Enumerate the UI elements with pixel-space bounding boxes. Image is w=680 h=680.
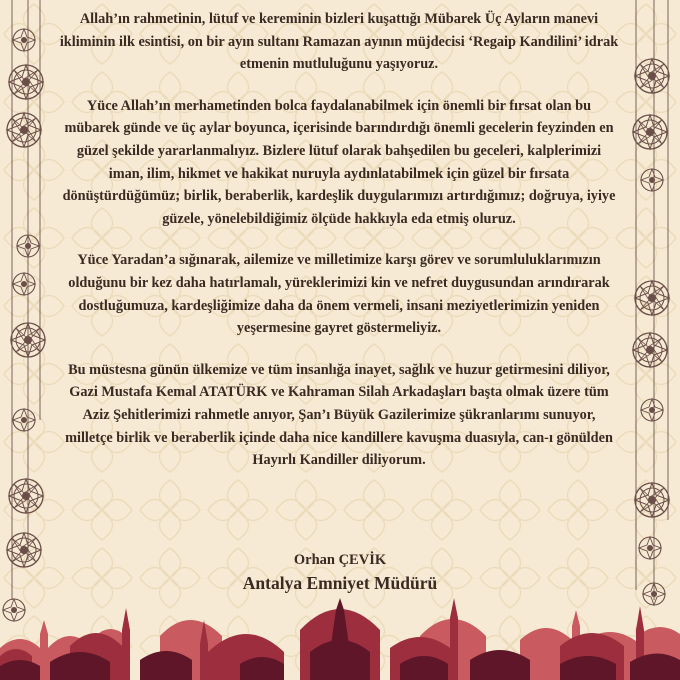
signature-name: Orhan ÇEVİK [293,552,387,568]
message-body [58,8,620,491]
mosque-skyline [0,590,680,680]
signature-title: Antalya Emniyet Müdürü [242,573,438,593]
message-paragraph-1: Allah’ın rahmetinin, lütuf ve kereminin bizleri kuşattığı Mübarek Üç Ayların manevi ikliminin ilk esintisi, on bir ayın sultanı Ramazan ayının müjdecisi ‘Regaip Kandilini’ idrak etmenin mutluluğunu yaşıyoruz. [59,11,619,73]
message-paragraph-4: Bu müstesna günün ülkemize ve tüm insanlığa inayet, sağlık ve huzur getirmesini diliyor, Gazi Mustafa Kemal ATATÜRK ve Kahraman Silah Arkadaşları başta olmak üzere tüm Aziz Şehitlerimizi rahmetle anıyor, Şan’ı Büyük Gazilerimize şükranlarımı sunuyor, milletçe birlik ve beraberlik içinde daha nice kandillere kavuşma duasıyla, can-ı gönülden Hayırlı Kandiller diliyorum. [65,361,613,469]
message-paragraph-3: Yüce Yaradan’a sığınarak, ailemize ve milletimize karşı görev ve sorumluluklarımızın olduğunu bir kez daha hatırlamalı, yüreklerimizi kin ve nefret duygusundan arındırarak dostluğumuza, kardeşliğimize daha da önem vermeli, insani meziyetlerimizin yeniden yeşermesine gayret göstermeliyiz. [68,252,610,337]
message-paragraph-2: Yüce Allah’ın merhametinden bolca faydalanabilmek için önemli bir fırsat olan bu mübarek günde ve üç aylar boyunca, içerisinde barındırdığı önemli gecelerin feyzinden en güzel şekilde yararlanmalıyız. Bizlere lütuf olarak bahşedilen bu geceleri, kalplerimizi iman, ilim, hikmet ve hakikat nuruyla aydınlatabilmek için güzel bir fırsata dönüştürdüğümüz; birlik, beraberlik, kardeşlik duygularımızı artırdığımız; doğruya, iyiye güzele, yönelebildiğimiz ölçüde hakkıyla eda etmiş oluruz. [62,97,616,227]
